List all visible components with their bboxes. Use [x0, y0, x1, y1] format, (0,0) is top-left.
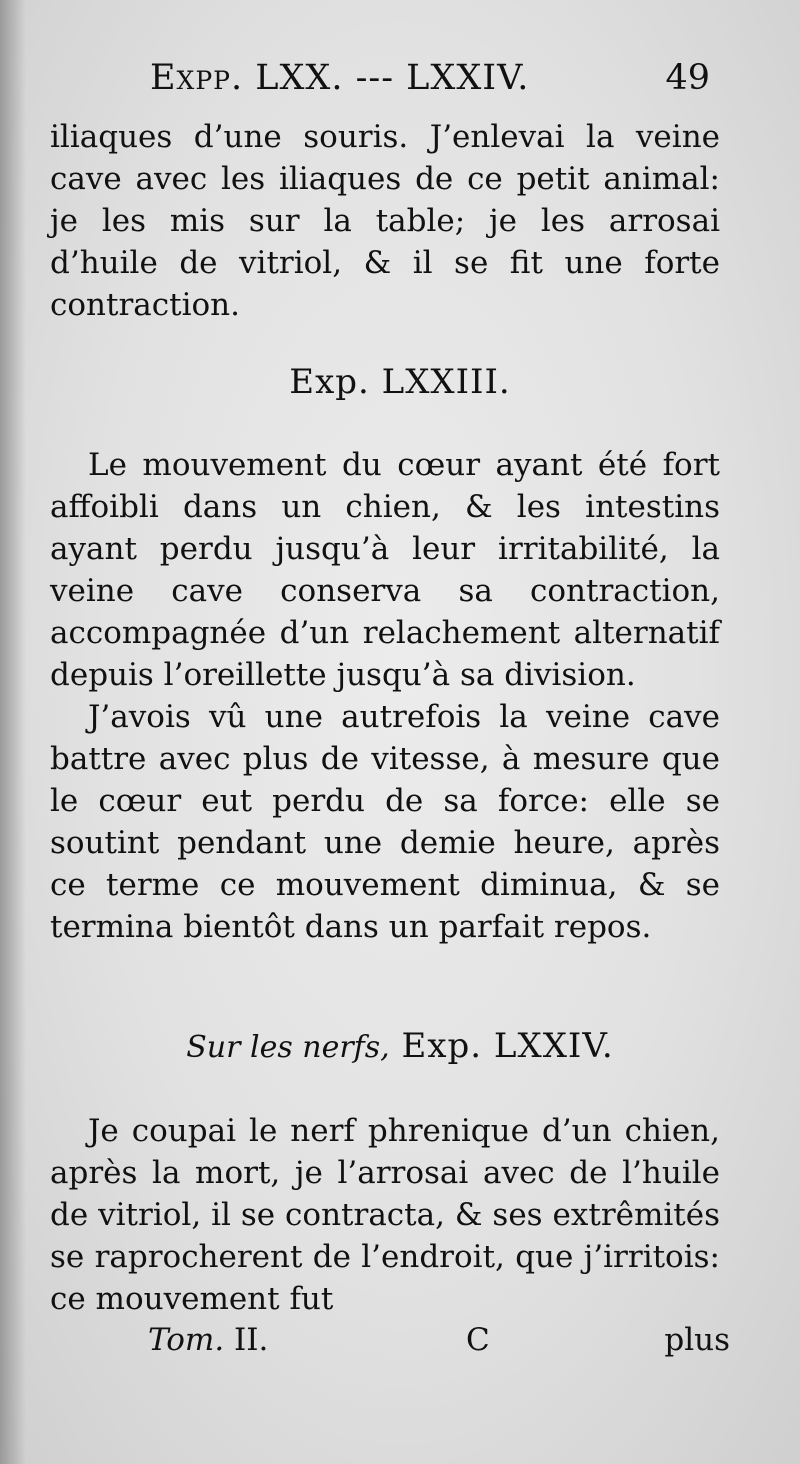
experiment-heading-lxxiv	[0, 1026, 800, 1066]
signature-mark: C	[466, 1322, 490, 1358]
volume-label: Tom.	[148, 1322, 225, 1358]
paragraph-lxxiii-2: J’avois vû une autrefois la veine cave battre avec plus de vitesse, à mesure que le cœur eut perdu de sa force: elle se soutint pendant une demie heure, après ce terme ce mouvement diminua, & se termina bientôt dans un parfait repos.	[50, 699, 720, 945]
heading-subject: Sur les nerfs,	[186, 1030, 390, 1065]
running-head: Expp. LXX. --- LXXIV.	[150, 58, 530, 98]
page-footer	[148, 1322, 730, 1368]
heading-experiment-number: Exp. LXXIV.	[401, 1026, 614, 1066]
page-header	[50, 58, 710, 108]
paragraph-lxxiv-1: Je coupai le nerf phrenique d’un chien, après la mort, je l’arrosai avec de l’huile de vitriol, il se contracta, & ses extrêmités se raprocherent de l’endroit, que j’irritois: ce mouvement fut	[50, 1113, 720, 1317]
experiment-heading-lxxiii: Exp. LXXIII.	[289, 362, 511, 402]
experiment-lxxiii-body	[50, 444, 720, 948]
catchword: plus	[664, 1322, 730, 1358]
volume-number: II.	[234, 1322, 269, 1358]
section-continuation	[50, 116, 720, 326]
page-gutter-shadow	[0, 0, 26, 1464]
paragraph-continuation: iliaques d’une souris. J’enlevai la veine cave avec les iliaques de ce petit animal: je les mis sur la table; je les arrosai d’huile de vitriol, & il se fit une forte contraction.	[50, 119, 720, 323]
paragraph-lxxiii-1: Le mouvement du cœur ayant été fort affoibli dans un chien, & les intestins ayant perdu jusqu’à leur irritabilité, la veine cave conserva sa contraction, accompagnée d’un relachement alternatif depuis l’oreillette jusqu’à sa division.	[50, 447, 720, 693]
page-number: 49	[665, 58, 710, 98]
volume-mark	[148, 1322, 268, 1358]
experiment-lxxiv-body	[50, 1110, 720, 1320]
